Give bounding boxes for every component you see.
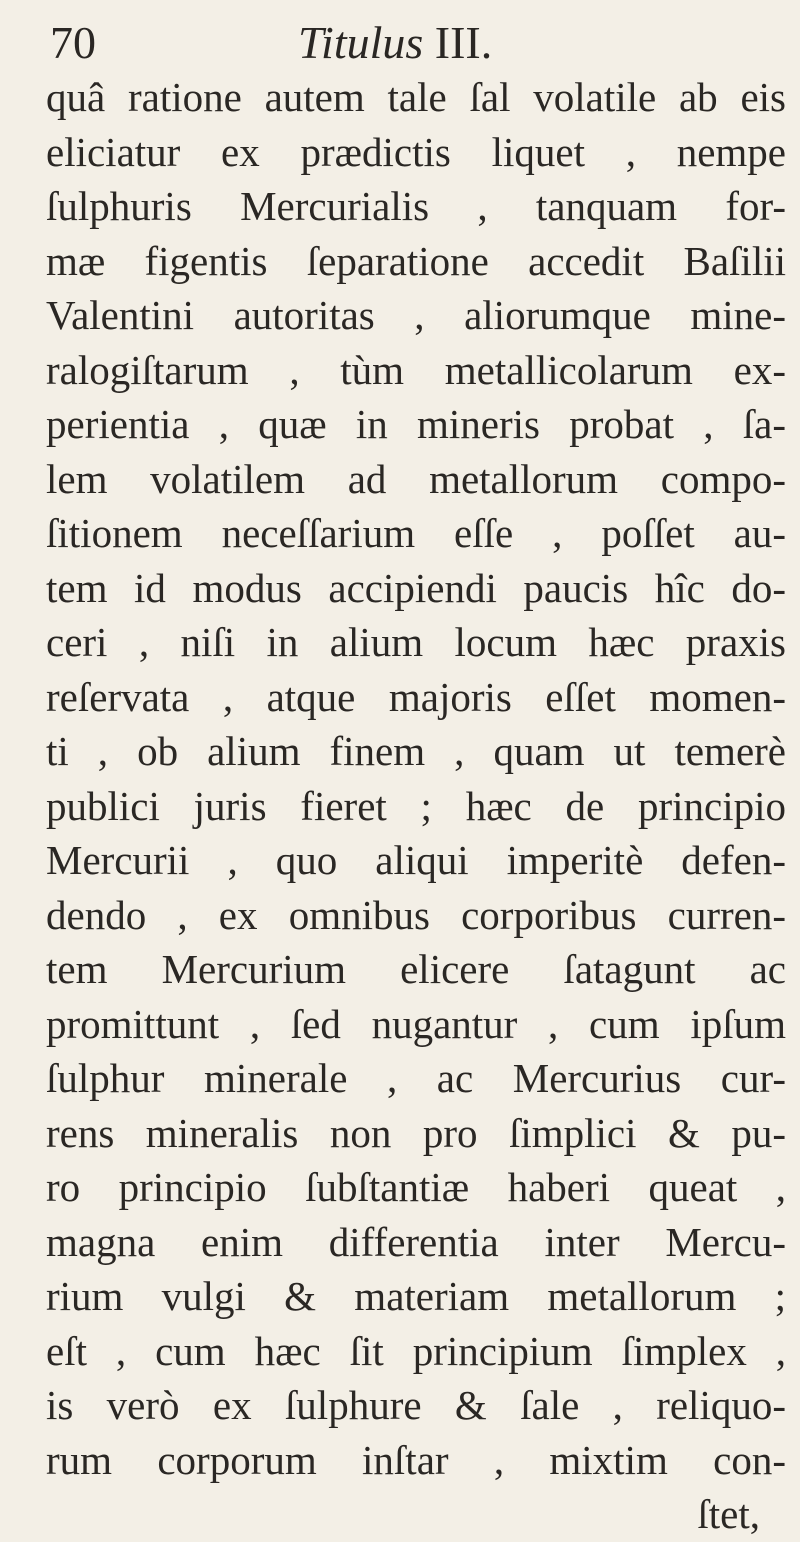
text-line: reſervata , atque majoris eſſet momen- <box>46 673 786 720</box>
text-line: magna enim differentia inter Mercu- <box>46 1218 786 1265</box>
text-line: dendo , ex omnibus corporibus curren- <box>46 891 786 938</box>
text-line: ſulphur minerale , ac Mercurius cur- <box>46 1055 786 1101</box>
catchword: ſtet, <box>697 1491 760 1537</box>
text-line: promittunt , ſed nugantur , cum ipſum <box>46 1000 786 1047</box>
text-line: publici juris fieret ; hæc de principio <box>46 782 786 829</box>
text-line: lem volatilem ad metallorum compo- <box>46 455 786 502</box>
text-line: quâ ratione autem tale ſal volatile ab eis <box>46 74 786 120</box>
text-line: is verò ex ſulphure & ſale , reliquo- <box>46 1382 786 1428</box>
text-line: Valentini autoritas , aliorumque mine- <box>46 292 786 338</box>
text-line: rum corporum inſtar , mixtim con- <box>46 1436 786 1483</box>
text-line: tem Mercurium elicere ſatagunt ac <box>46 946 786 992</box>
text-line: rium vulgi & materiam metallorum ; <box>46 1273 786 1319</box>
text-line: tem id modus accipiendi paucis hîc do- <box>46 564 786 611</box>
text-line: perientia , quæ in mineris probat , ſa- <box>46 401 786 447</box>
text-line: ſitionem neceſſarium eſſe , poſſet au- <box>46 510 786 556</box>
running-title-roman: III. <box>434 17 493 68</box>
page-number: 70 <box>50 17 96 68</box>
text-line: ceri , niſi in alium locum hæc praxis <box>46 619 786 665</box>
text-line: ti , ob alium finem , quam ut temerè <box>46 728 786 774</box>
page-header <box>50 14 770 72</box>
text-line: eliciatur ex prædictis liquet , nempe <box>46 128 786 175</box>
text-line: mæ figentis ſeparatione accedit Baſilii <box>46 237 786 284</box>
text-line: rens mineralis non pro ſimplici & pu- <box>46 1109 786 1156</box>
text-line: ralogiſtarum , tùm metallicolarum ex- <box>46 346 786 393</box>
text-line: Mercurii , quo aliqui imperitè defen- <box>46 837 786 883</box>
running-title-italic: Titulus <box>298 17 424 68</box>
running-title <box>298 14 492 72</box>
body-text <box>46 70 786 1542</box>
text-line: eſt , cum hæc ſit principium ſimplex , <box>46 1327 786 1374</box>
text-line: ro principio ſubſtantiæ haberi queat , <box>46 1164 786 1210</box>
text-line: ſulphuris Mercurialis , tanquam for- <box>46 183 786 229</box>
